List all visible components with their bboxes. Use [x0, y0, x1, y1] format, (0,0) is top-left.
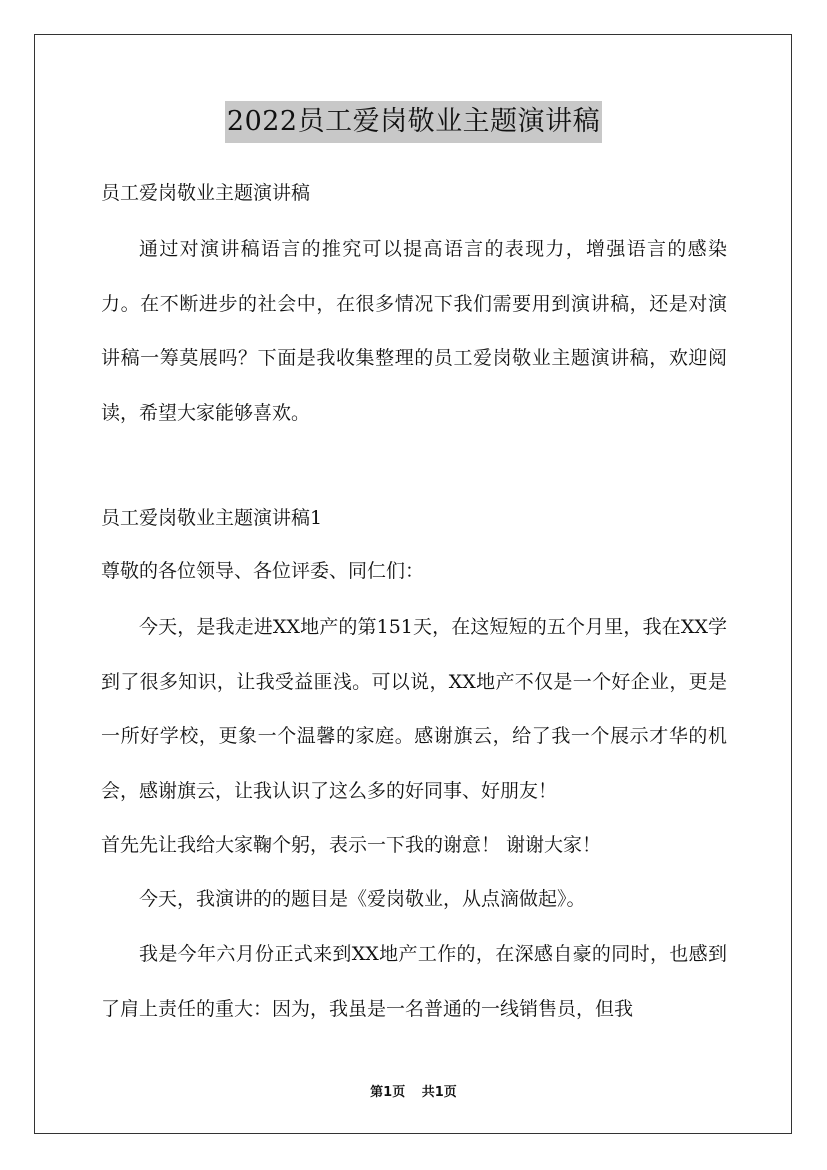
paragraph-3: 今天，我演讲的的题目是《爱岗敬业，从点滴做起》。: [139, 888, 586, 910]
greeting-line: 尊敬的各位领导、各位评委、同仁们：: [101, 560, 425, 582]
page-total: 共1页: [421, 1085, 457, 1100]
intro-paragraph: 通过对演讲稿语言的推究可以提高语言的表现力，增强语言的感染力。在不断进步的社会中，在很多情况下我们需要用到演讲稿，还是对演讲稿一筹莫展吗？下面是我收集整理的员工爱岗敬业主题演讲稿，欢迎阅读，希望大家能够喜欢。: [101, 238, 727, 424]
section-heading: 员工爱岗敬业主题演讲稿1: [101, 507, 323, 529]
paragraph-2: 今天，是我走进XX地产的第151天，在这短短的五个月里，我在XX学到了很多知识，让我受益匪浅。可以说，XX地产不仅是一个好企业，更是一所好学校，更象一个温馨的家庭。感谢旗云，给了我一个展示才华的机会，感谢旗云，让我认识了这么多的好同事、好朋友！: [101, 616, 727, 802]
document-subtitle: 员工爱岗敬业主题演讲稿: [101, 182, 311, 204]
page-number: 第1页: [370, 1085, 406, 1100]
document-title: [0, 100, 827, 143]
paragraph-2-continued: 首先先让我给大家鞠个躬，表示一下我的谢意！ 谢谢大家！: [101, 834, 602, 856]
document-title-text: 2022员工爱岗敬业主题演讲稿: [225, 101, 602, 143]
page-footer: [0, 1084, 827, 1102]
paragraph-4: 我是今年六月份正式来到XX地产工作的，在深感自豪的同时，也感到了肩上责任的重大：因为，我虽是一名普通的一线销售员，但我: [101, 943, 727, 1020]
paragraph-2-block: [101, 600, 727, 873]
